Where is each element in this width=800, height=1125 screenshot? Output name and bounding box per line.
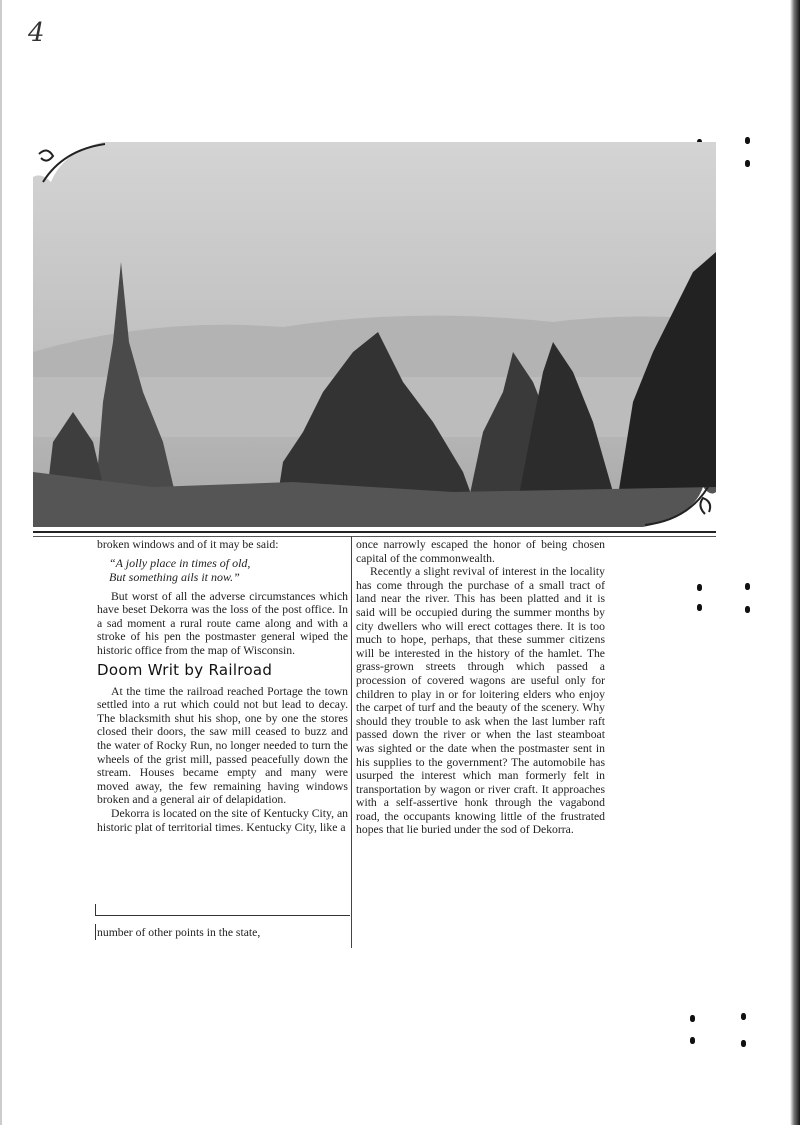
page-left-edge — [0, 0, 2, 1125]
binding-hole — [690, 1015, 695, 1022]
clipping-cut-line — [95, 924, 96, 940]
landscape-photo — [33, 142, 716, 527]
binding-hole — [745, 583, 750, 590]
paragraph: But worst of all the adverse circumstances which have beset Dekorra was the loss of the post office. In a sad moment a rural route came along and with a stroke of his pen the postmaster general wiped the historic office from the map of Wisconsin. — [97, 589, 348, 657]
binding-hole — [697, 584, 702, 591]
paragraph: Recently a slight revival of interest in the locality has come through the purchase of a small tract of land near the river. This has been platted and it is said will be occupied during the summer months by city dwellers who will erect cottages there. It is too much to hope, perhaps, that these summer citizens will be interested in the history of the hamlet. The grass-grown streets through which passed a procession of covered wagons are useful only for children to play in or for loitering elders who enjoy the carpet of turf and the beauty of the scenery. Why should they trouble to ask when the last lumber raft passed down the river or when the last steamboat was sighted or the date when the postmaster sent in his supplies to the government? The automobile has usurped the interest which man formerly felt in transportation by wagon or river craft. It approaches with a self-assertive honk through the vagabond road, the occupants knowing little of the frustrated hopes that lie buried under the sod of Dekorra. — [356, 565, 605, 837]
photo-bottom-rule — [33, 531, 716, 537]
left-column — [97, 538, 348, 834]
page-right-edge-shadow — [790, 0, 800, 1125]
binding-hole — [741, 1013, 746, 1020]
column-divider — [351, 536, 352, 948]
subheading: Doom Writ by Railroad — [97, 660, 273, 679]
paragraph: Dekorra is located on the site of Kentucky City, an historic plat of territorial times. Kentucky City, like a — [97, 806, 348, 834]
verse-quote — [109, 556, 348, 584]
clipping-cut-line — [95, 904, 96, 916]
continuation-line: number of other points in the state, — [97, 926, 261, 939]
binding-hole — [697, 604, 702, 611]
binding-hole — [741, 1040, 746, 1047]
binding-hole — [690, 1037, 695, 1044]
clipping-cut-line — [95, 915, 350, 916]
right-column — [356, 538, 605, 837]
binding-hole — [745, 160, 750, 167]
paragraph: At the time the railroad reached Portage the town settled into a rut which could not but lead to decay. The blacksmith shut his shop, one by one the stores closed their doors, the saw mill ceased to buzz and the water of Rocky Run, no longer needed to turn the wheels of the grist mill, passed peacefully down the stream. Houses became empty and many were moved away, the few remaining having windows broken and a general air of delapidation. — [97, 684, 348, 807]
verse-line: “A jolly place in times of old, — [109, 555, 251, 570]
page-number: 4 — [28, 18, 45, 48]
paragraph: once narrowly escaped the honor of being chosen capital of the commonwealth. — [356, 538, 605, 565]
paragraph: broken windows and of it may be said: — [97, 538, 279, 551]
binding-hole — [745, 137, 750, 144]
binding-hole — [745, 606, 750, 613]
photo-illustration — [33, 142, 716, 527]
verse-line: But something ails it now.” — [109, 569, 240, 584]
